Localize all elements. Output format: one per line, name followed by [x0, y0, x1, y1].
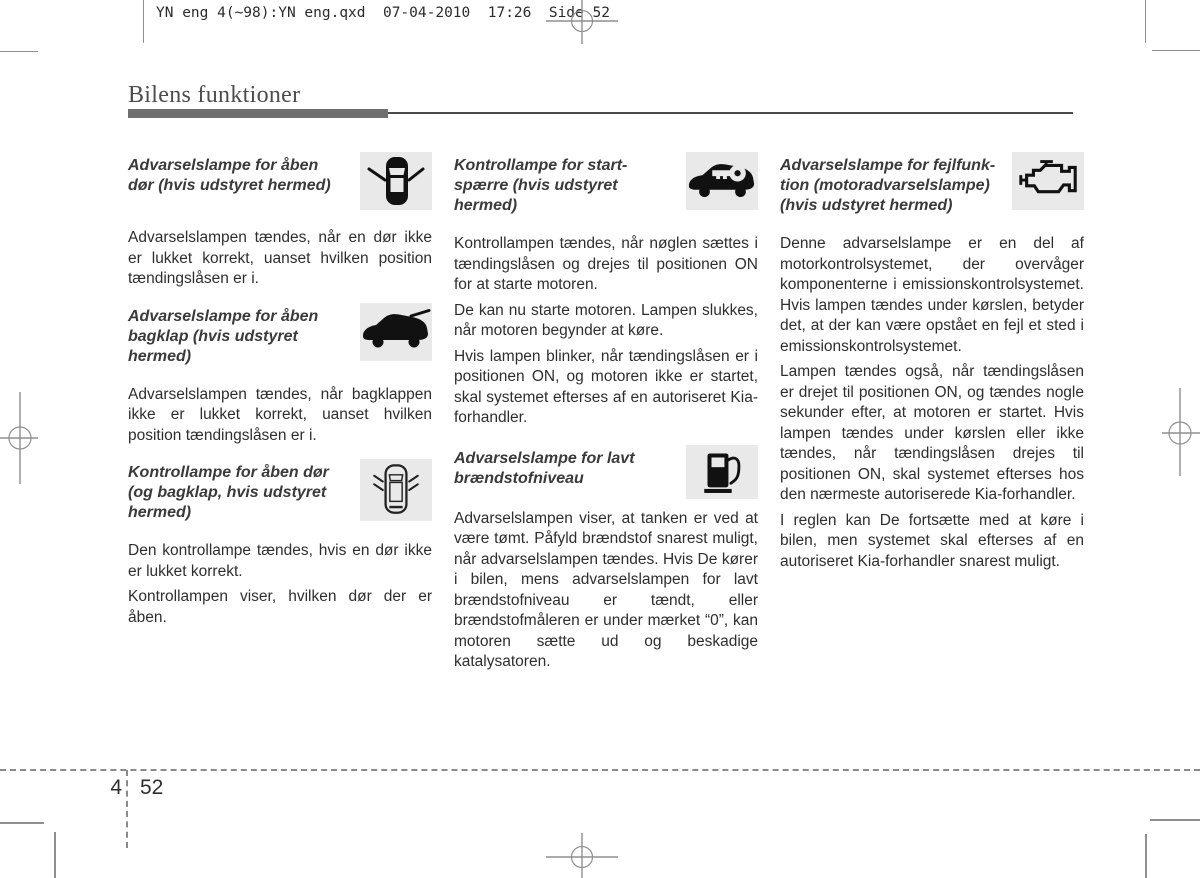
- crop-mark-bottom-left-horizontal: [0, 822, 44, 824]
- column-3: [780, 152, 1084, 585]
- column-1: [128, 152, 432, 641]
- section-tailgate-open-warning: [128, 303, 432, 447]
- fuel-pump-icon: [695, 447, 749, 497]
- body-paragraph: Kontrollampen viser, hvilken dør der er åben.: [128, 588, 432, 626]
- section-malfunction-indicator: [780, 152, 1084, 572]
- warning-lamp-icon-box: [360, 303, 432, 361]
- crop-mark-top-right-vertical: [1145, 0, 1146, 43]
- page-title: Bilens funktioner: [128, 82, 301, 108]
- body-paragraph: Den kontrollampe tændes, hvis en dør ikke er lukket korrekt.: [128, 542, 432, 580]
- crop-mark-top-left-vertical: [143, 0, 144, 43]
- chapter-number: 4: [110, 776, 122, 799]
- section-heading: Kontrollampe for åben dør (og bagklap, hvis udstyret hermed): [128, 464, 329, 521]
- body-paragraph: Kontrollampen tændes, når nøglen sættes i tændingslåsen og drejes til positionen ON for at starte motoren.: [454, 235, 758, 293]
- body-paragraph: Lampen tændes også, når tændingslåsen er drejet til positionen ON, og tændes nogle sekunder efter, at motoren er startet. Hvis lampen tændes under kørslen eller ikke tændes, når tændingslåsen drejes til positionen ON, skal systemet efterses hos den nærmeste autoriserede Kia-forhandler.: [780, 363, 1084, 503]
- warning-lamp-icon-box: [1012, 152, 1084, 210]
- body-paragraph: Advarselslampen tændes, når en dør ikke er lukket korrekt, uanset hvilken position tændingslåsen er i.: [128, 229, 432, 287]
- section-heading: Kontrollampe for start-spærre (hvis udstyret hermed): [454, 157, 628, 214]
- section-low-fuel-warning: [454, 445, 758, 673]
- section-heading: Advarselslampe for lavt brændstofniveau: [454, 449, 635, 487]
- warning-lamp-icon-box: [360, 152, 432, 210]
- page-number: 52: [140, 776, 164, 799]
- car-door-open-top-icon: [362, 152, 430, 210]
- car-tailgate-open-icon: [360, 309, 432, 355]
- check-engine-icon: [1014, 158, 1082, 204]
- body-paragraph: Advarselslampen tændes, når bagklappen ikke er lukket korrekt, uanset hvilken position tændingslåsen er i.: [128, 385, 432, 444]
- crop-mark-bottom-right-horizontal: [1150, 819, 1200, 821]
- body-paragraph: Advarselslampen viser, at tanken er ved at være tømt. Påfyld brændstof snarest muligt, når advarselslampen tændes. Hvis De kører i bilen, mens advarselslampen for lavt brændstofniveau er tændt, eller brændstofmåleren er under mærket “0”, kan motoren sætte ud og beskadige katalysatoren.: [454, 509, 758, 670]
- registration-crosshair-right: [1160, 388, 1200, 480]
- section-heading: Advarselslampe for åben bagklap (hvis udstyret hermed): [128, 307, 319, 365]
- body-paragraph: I reglen kan De fortsætte med at køre i bilen, men systemet skal efterses af en autoriseret Kia-forhandler snarest muligt.: [780, 511, 1084, 570]
- crop-mark-bottom-left-vertical: [54, 832, 56, 878]
- registration-crosshair-left: [0, 392, 40, 484]
- section-immobilizer-indicator: [454, 152, 758, 429]
- body-paragraph: Denne advarselslampe er en del af motorkontrolsystemet, der overvåger komponenterne i emissionskontrolsystemet. Hvis lampen tændes under kørslen, betyder det, at der kan være opstået en fejl et sted i emissionskontrolsystemet.: [780, 235, 1084, 355]
- footer-dashed-divider: [126, 770, 128, 848]
- section-heading: Advarselslampe for åben dør (hvis udstyret hermed): [128, 157, 331, 194]
- title-rule: [388, 112, 1073, 114]
- crop-mark-bottom-right-vertical: [1145, 834, 1147, 878]
- footer-dashed-rule: [0, 769, 1200, 771]
- section-door-open-indicator: [128, 459, 432, 628]
- crop-mark-top-left-horizontal: [0, 51, 38, 52]
- section-door-ajar-warning: [128, 152, 432, 290]
- body-paragraph: Hvis lampen blinker, når tændingslåsen er i positionen ON, og motoren ikke er startet, skal systemet efterses af en autoriseret Kia-forhandler.: [454, 347, 758, 426]
- car-door-indicator-icon: [360, 459, 432, 521]
- registration-crosshair-top: [544, 0, 620, 44]
- car-immobilizer-key-icon: [686, 156, 758, 206]
- column-2: [454, 152, 758, 686]
- section-heading: Advarselslampe for fejlfunk-tion (motoradvarselslampe) (hvis udstyret hermed): [780, 157, 996, 214]
- warning-lamp-icon-box: [686, 445, 758, 499]
- print-header-text: YN eng 4(~98):YN eng.qxd 07-04-2010 17:26 Side 52: [156, 5, 610, 21]
- registration-crosshair-bottom: [544, 833, 620, 878]
- indicator-lamp-icon-box: [686, 152, 758, 210]
- title-underline-bar: [128, 109, 388, 118]
- crop-mark-top-right-horizontal: [1152, 50, 1200, 51]
- body-paragraph: De kan nu starte motoren. Lampen slukkes, når motoren begynder at køre.: [454, 301, 758, 339]
- indicator-lamp-icon-box: [360, 459, 432, 521]
